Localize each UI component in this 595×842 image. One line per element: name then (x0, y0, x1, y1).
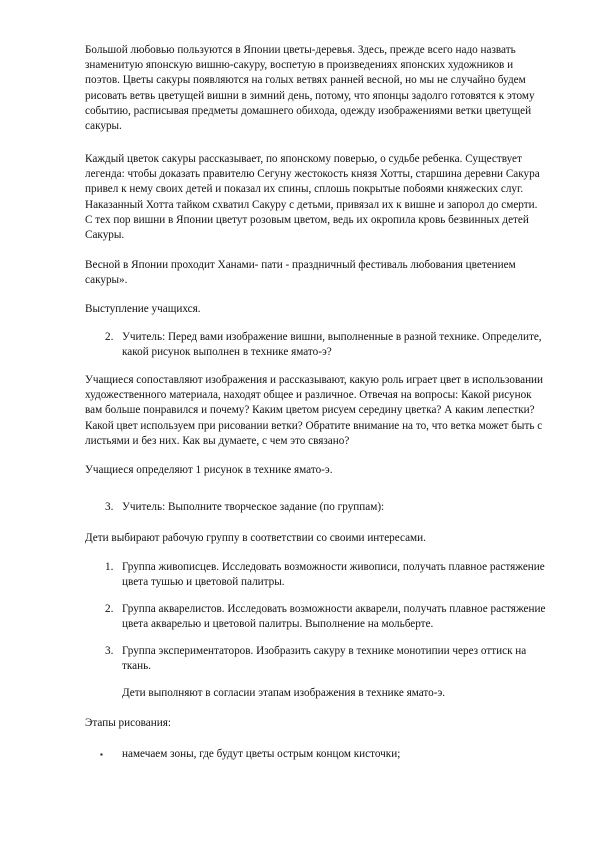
paragraph-drawing-stages: Этапы рисования: (85, 717, 171, 729)
list-number: 2. (105, 331, 114, 343)
list-item-group-painters (105, 560, 557, 590)
list-item-group-experimenters (105, 644, 557, 674)
list-number: 2. (105, 603, 114, 615)
list-number: 1. (105, 561, 114, 573)
paragraph-groups-choice: Дети выбирают рабочую группу в соответствии со своими интересами. (85, 532, 426, 544)
list-item-teacher-question (105, 330, 557, 360)
bullet-item (100, 747, 550, 762)
bullet-item-text: намечаем зоны, где будут цветы острым концом кисточки; (122, 748, 401, 760)
paragraph-legend: Каждый цветок сакуры рассказывает, по японскому поверью, о судьбе ребенка. Существует легенда: чтобы доказать правителю Сегуну жестокость князя Хотты, старшина деревни Сакура привел к нему своих детей и показал их спины, сплошь покрытые побоями княжеских слуг. Наказанный Хотта тайком схватил Сакуру с детьми, привязал их к вишне и запорол до смерти. С тех пор вишни в Японии цветут розовым цветом, ведь их окропила кровь безвинных детей Сакуры. (85, 153, 540, 242)
list-number: 3. (105, 501, 114, 513)
paragraph-sakura-intro: Большой любовью пользуются в Японии цветы-деревья. Здесь, прежде всего надо назвать знаменитую японскую вишню-сакуру, воспетую в произведениях японских художников и поэтов. Цветы сакуры появляются на голых ветвях ранней весной, но мы не случайно будем рисовать ветвь цветущей вишни в зимний день, потому, что японцы задолго готовятся к этому событию, расписывая предметы домашнего обихода, одежду изображениями ветки цветущей сакуры. (85, 44, 535, 133)
list-item-text: Учитель: Перед вами изображение вишни, выполненные в разной технике. Определите, какой рисунок выполнен в технике ямато-э? (122, 331, 542, 359)
list-item-teacher-task (105, 500, 557, 515)
list-item-text: Группа акварелистов. Исследовать возможности акварели, получать плавное растяжение цвета акварелью и цветовой палитры. Выполнение на мольберте. (122, 603, 546, 631)
list-item-group-watercolor (105, 602, 557, 632)
list-item-text: Группа живописцев. Исследовать возможности живописи, получать плавное растяжение цвета тушью и цветовой палитры. (122, 561, 545, 589)
paragraph-students-compare: Учащиеся сопоставляют изображения и рассказывают, какую роль играет цвет в использовании художественного материала, находят общее и различное. Отвечая на вопросы: Какой рисунок вам больше понравился и почему? Каким цветом рисуем середину цветка? А каким лепестки? Какой цвет используем при рисовании ветки? Обратите внимание на то, что ветка может быть с листьями и без них. Как вы думаете, с чем это связано? (85, 374, 544, 447)
paragraph-children-execute: Дети выполняют в согласии этапам изображения в технике ямато-э. (122, 687, 446, 699)
paragraph-students-determine: Учащиеся определяют 1 рисунок в технике ямато-э. (85, 464, 333, 476)
paragraph-hanami: Весной в Японии проходит Ханами- пати - праздничный фестиваль любования цветением сакуры». (85, 259, 516, 287)
paragraph-student-talk: Выступление учащихся. (85, 303, 201, 315)
square-bullet-icon: ▪ (100, 750, 103, 759)
list-number: 3. (105, 645, 114, 657)
list-item-text: Учитель: Выполните творческое задание (по группам): (122, 501, 385, 513)
list-item-text: Группа экспериментаторов. Изобразить сакуру в технике монотипии через оттиск на ткань. (122, 645, 527, 673)
